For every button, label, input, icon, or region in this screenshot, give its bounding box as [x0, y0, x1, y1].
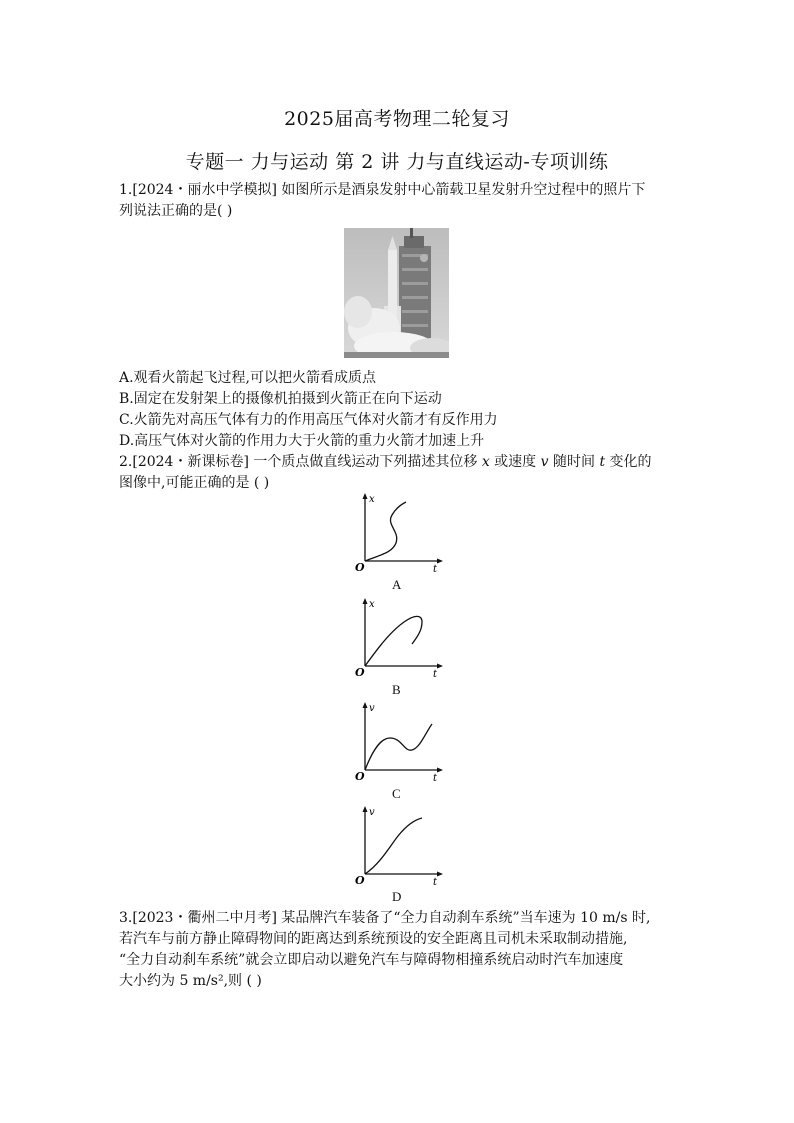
- graph-b: [350, 598, 445, 678]
- q2-var-v: v: [540, 454, 549, 470]
- q1-option-d: D.高压气体对火箭的作用力大于火箭的重力火箭才加速上升: [119, 433, 485, 449]
- q2-var-x: x: [481, 454, 490, 470]
- q1-option-a: A.观看火箭起飞过程,可以把火箭看成质点: [119, 370, 377, 386]
- q1-stem-line1: 1.[2024・丽水中学模拟] 如图所示是酒泉发射中心箭载卫星发射升空过程中的照片下: [119, 182, 646, 198]
- q3-stem-line1: 3.[2023・衢州二中月考] 某品牌汽车装备了“全力自动刹车系统”当车速为 10 m/s 时,: [119, 910, 651, 926]
- graph-b-ylabel: x: [369, 599, 375, 610]
- graph-c-xlabel: t: [433, 773, 438, 782]
- q1-option-b: B.固定在发射架上的摄像机拍摄到火箭正在向下运动: [119, 391, 442, 407]
- q2-stem-text-b: 或速度: [494, 454, 537, 470]
- graph-a-origin: O: [355, 561, 365, 573]
- q2-stem-text-a: 2.[2024・新课标卷] 一个质点做直线运动下列描述其位移: [119, 454, 478, 470]
- q2-stem-line2: 图像中,可能正确的是 ( ): [119, 475, 270, 491]
- q2-stem-line1: [119, 452, 652, 472]
- q1-stem-line2: 列说法正确的是( ): [119, 203, 233, 219]
- graph-c-ylabel: v: [369, 703, 375, 714]
- graph-b-origin: O: [355, 666, 365, 678]
- page-title: 2025届高考物理二轮复习: [284, 108, 510, 130]
- graph-c: [350, 702, 445, 782]
- graph-a-xlabel: t: [433, 564, 438, 573]
- graph-d-xlabel: t: [433, 877, 438, 886]
- graph-d: [350, 806, 445, 886]
- q1-option-c: C.火箭先对高压气体有力的作用高压气体对火箭才有反作用力: [119, 412, 498, 428]
- q3-stem-line3: “全力自动刹车系统”就会立即启动以避免汽车与障碍物相撞系统启动时汽车加速度: [119, 952, 624, 968]
- graph-c-caption: C: [392, 786, 401, 801]
- q2-stem-text-d: 变化的: [609, 454, 652, 470]
- q3-stem-line2: 若汽车与前方静止障碍物间的距离达到系统预设的安全距离且司机未采取制动措施,: [119, 931, 628, 947]
- graph-a-caption: A: [392, 577, 402, 592]
- graph-a-ylabel: x: [369, 494, 375, 505]
- graph-c-origin: O: [355, 770, 365, 782]
- graph-b-xlabel: t: [433, 669, 438, 678]
- graph-d-caption: D: [392, 889, 402, 904]
- page-subtitle: 专题一 力与运动 第 2 讲 力与直线运动-专项训练: [185, 151, 609, 173]
- q2-stem-text-c: 随时间: [553, 454, 595, 470]
- graph-d-ylabel: v: [369, 807, 375, 818]
- graph-a: [350, 493, 445, 573]
- graph-d-origin: O: [355, 874, 365, 886]
- rocket-launch-photo: [344, 228, 449, 358]
- q2-var-t: t: [599, 454, 606, 470]
- q3-stem-line4: 大小约为 5 m/s²,则 ( ): [119, 973, 262, 989]
- graph-b-caption: B: [392, 682, 401, 697]
